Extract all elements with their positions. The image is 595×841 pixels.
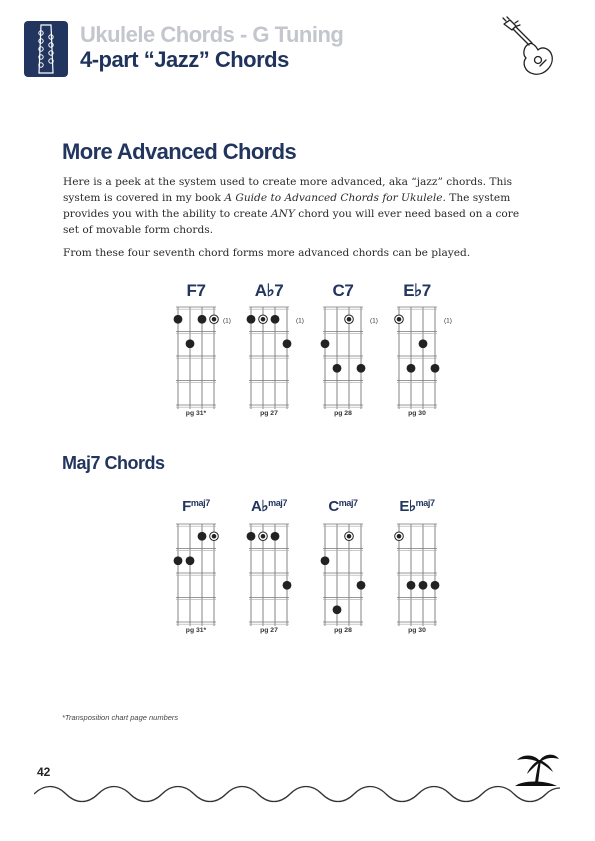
chord-suffix: maj7: [338, 498, 358, 508]
root-marker-center: [261, 317, 266, 322]
finger-dot: [283, 339, 292, 348]
intro-text-b: . The system provides you with the ability to create: [63, 192, 511, 220]
chord-name: [328, 498, 358, 515]
finger-dot: [419, 581, 428, 590]
header-title-bottom: 4-part “Jazz” Chords: [80, 47, 289, 72]
chord-suffix: 7: [274, 281, 284, 300]
section-title: More Advanced Chords: [62, 139, 297, 164]
chord-root: F: [186, 281, 197, 300]
chord-root: C: [332, 281, 345, 300]
chord-page-ref: pg 28: [334, 627, 352, 634]
chord-name: [399, 498, 435, 515]
chord-page-ref: pg 30: [408, 627, 426, 634]
finger-dot: [247, 532, 256, 541]
finger-dot: [174, 315, 183, 324]
chord-position: (1): [370, 317, 378, 325]
book-title: A Guide to Advanced Chords for Ukulele: [224, 192, 443, 204]
root-marker-center: [261, 534, 266, 539]
chord-page-ref: pg 30: [408, 410, 426, 417]
chord-root: C: [328, 498, 339, 515]
chord-position: (1): [223, 317, 231, 325]
finger-dot: [419, 339, 428, 348]
chord-name: [255, 281, 284, 300]
chord-suffix: 7: [196, 281, 206, 300]
ocean-wave-icon: [34, 780, 560, 810]
maj7-section-title: Maj7 Chords: [62, 453, 165, 473]
page-number: 42: [37, 765, 51, 779]
chord-root: E♭: [403, 281, 422, 300]
finger-dot: [198, 532, 207, 541]
seventh-forms-paragraph: From these four seventh chord forms more advanced chords can be played.: [63, 247, 471, 259]
intro-emphasis: ANY: [270, 208, 295, 220]
root-marker-center: [397, 317, 402, 322]
intro-text-a: Here is a peek at the system used to create more advanced, aka “jazz” chords. This system is covered in my book: [63, 176, 513, 204]
finger-dot: [333, 364, 342, 373]
finger-dot: [186, 339, 195, 348]
chord-suffix: maj7: [415, 498, 435, 508]
root-marker-center: [212, 317, 217, 322]
intro-text-c: chord you will ever need based on a core set of movable form chords.: [63, 208, 520, 236]
root-marker-center: [347, 317, 352, 322]
footnote: *Transposition chart page numbers: [62, 713, 179, 722]
finger-dot: [271, 532, 280, 541]
chord-suffix: maj7: [268, 498, 288, 508]
chord-root: E♭: [399, 498, 416, 515]
finger-dot: [357, 581, 366, 590]
finger-dot: [198, 315, 207, 324]
chord-page-ref: pg 31*: [185, 410, 207, 417]
root-marker-center: [212, 534, 217, 539]
finger-dot: [431, 364, 440, 373]
chord-suffix: 7: [421, 281, 431, 300]
finger-dot: [333, 605, 342, 614]
finger-dot: [186, 556, 195, 565]
chord-page-ref: pg 31*: [185, 627, 207, 634]
chord-suffix: maj7: [190, 498, 210, 508]
chord-root: A♭: [254, 281, 275, 300]
root-marker-center: [397, 534, 402, 539]
finger-dot: [283, 581, 292, 590]
header-title-top: Ukulele Chords - G Tuning: [80, 22, 344, 47]
chord-name: [333, 281, 354, 300]
chord-name: [186, 281, 205, 300]
finger-dot: [321, 339, 330, 348]
root-marker-center: [347, 534, 352, 539]
chord-root: F: [182, 498, 191, 515]
palm-tree-icon: [511, 750, 561, 788]
chord-position: (1): [296, 317, 304, 325]
finger-dot: [407, 364, 416, 373]
chord-page-ref: pg 28: [334, 410, 352, 417]
finger-dot: [407, 581, 416, 590]
finger-dot: [357, 364, 366, 373]
chord-suffix: 7: [344, 281, 354, 300]
chord-page-ref: pg 27: [260, 410, 278, 417]
finger-dot: [431, 581, 440, 590]
finger-dot: [271, 315, 280, 324]
finger-dot: [174, 556, 183, 565]
chord-name: [251, 498, 287, 515]
chord-root: A♭: [250, 498, 269, 515]
chord-name: [403, 281, 431, 300]
finger-dot: [321, 556, 330, 565]
finger-dot: [247, 315, 256, 324]
chord-position: (1): [444, 317, 452, 325]
chord-page-ref: pg 27: [260, 627, 278, 634]
chord-name: [182, 498, 210, 515]
